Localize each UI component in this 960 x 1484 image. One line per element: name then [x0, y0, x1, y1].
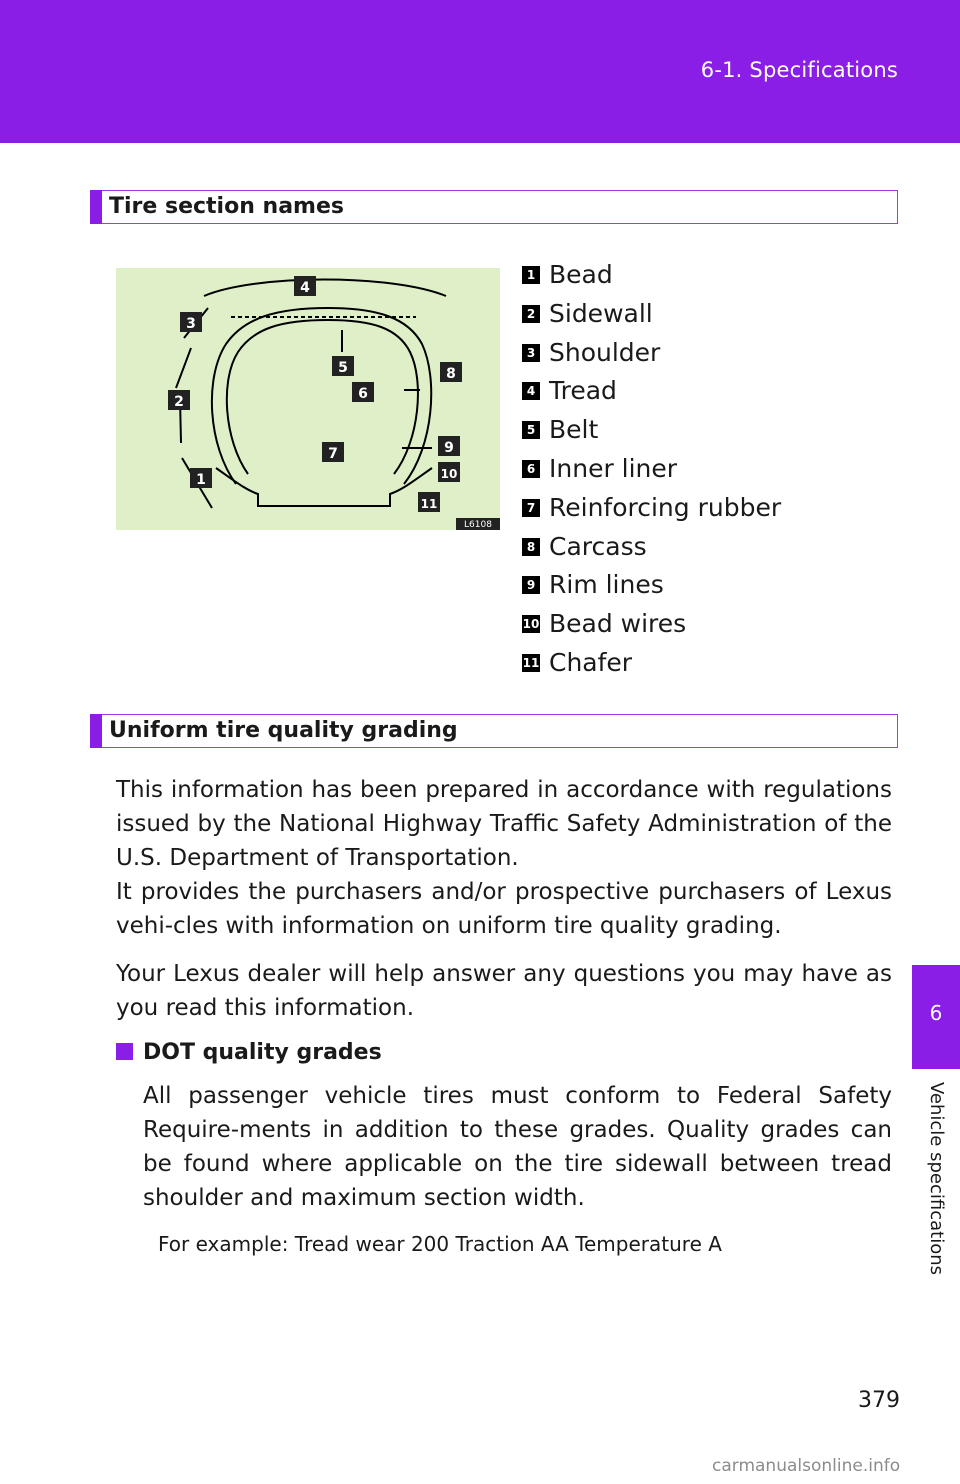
heading-accent-bar — [90, 190, 102, 224]
heading-accent-bar — [90, 714, 102, 748]
uniform-section-heading — [90, 714, 898, 748]
item-number: 5 — [522, 421, 540, 439]
item-label: Bead — [549, 260, 613, 289]
tire-cross-section-diagram — [116, 268, 500, 530]
callout-2: 2 — [174, 394, 184, 410]
callout-6: 6 — [358, 386, 368, 402]
tire-diagram-svg — [116, 268, 500, 530]
item-label: Tread — [549, 376, 617, 406]
dot-grades-paragraph: All passenger vehicle tires must conform to Federal Safety Require-ments in addition to these grades. Quality grades can be found where applicable on the tire sidewall between tread shoulder and maximum section width. — [143, 1083, 892, 1211]
chapter-label-text: Vehicle specifications — [926, 1082, 947, 1275]
square-bullet-icon — [116, 1043, 133, 1060]
chapter-number: 6 — [929, 1001, 943, 1025]
dot-grades-subheading — [116, 1040, 382, 1065]
item-label: Inner liner — [549, 453, 678, 483]
callout-5: 5 — [338, 360, 348, 376]
item-number: 8 — [522, 538, 540, 556]
item-label: Belt — [549, 415, 599, 445]
callout-9: 9 — [444, 440, 454, 456]
item-number: 9 — [522, 576, 540, 594]
tire-section-title: Tire section names — [109, 194, 344, 219]
page-number: 379 — [858, 1388, 900, 1413]
item-number: 6 — [522, 460, 540, 478]
tire-section-heading — [90, 190, 898, 224]
callout-1: 1 — [196, 472, 206, 488]
callout-7: 7 — [328, 446, 338, 462]
item-label: Chafer — [549, 647, 633, 677]
item-number: 4 — [522, 382, 540, 400]
item-label: Reinforcing rubber — [549, 492, 782, 522]
callout-8: 8 — [446, 366, 456, 382]
purpose-paragraph: It provides the purchasers and/or prospective purchasers of Lexus vehi-cles with information on uniform tire quality grading. — [116, 879, 892, 939]
image-code: L6108 — [464, 520, 492, 530]
chapter-label — [917, 1082, 947, 1292]
item-number: 1 — [522, 266, 540, 284]
chapter-tab — [912, 965, 960, 1069]
subheading-text: DOT quality grades — [143, 1040, 382, 1065]
item-number: 10 — [522, 617, 540, 632]
item-number: 11 — [522, 655, 540, 670]
dealer-paragraph: Your Lexus dealer will help answer any questions you may have as you read this information. — [116, 961, 892, 1021]
callout-4: 4 — [300, 280, 310, 296]
section-title: 6-1. Specifications — [700, 58, 898, 82]
item-label: Bead wires — [549, 609, 687, 639]
intro-paragraph: This information has been prepared in accordance with regulations issued by the National Highway Traffic Safety Administration of the U.S. Department of Transportation. — [116, 777, 892, 871]
item-number: 3 — [522, 344, 540, 362]
uniform-section-title: Uniform tire quality grading — [109, 718, 458, 743]
callout-10: 10 — [440, 467, 458, 481]
callout-3: 3 — [186, 316, 196, 332]
callout-11: 11 — [420, 497, 438, 511]
item-label: Shoulder — [549, 337, 661, 367]
item-number: 2 — [522, 305, 540, 323]
example-text: For example: Tread wear 200 Traction AA Temperature A — [158, 1232, 722, 1256]
item-number: 7 — [522, 499, 540, 517]
header-bar — [0, 0, 960, 143]
item-label: Carcass — [549, 531, 647, 561]
item-label: Sidewall — [549, 298, 653, 328]
item-label: Rim lines — [549, 570, 664, 600]
watermark: carmanualsonline.info — [712, 1456, 901, 1476]
